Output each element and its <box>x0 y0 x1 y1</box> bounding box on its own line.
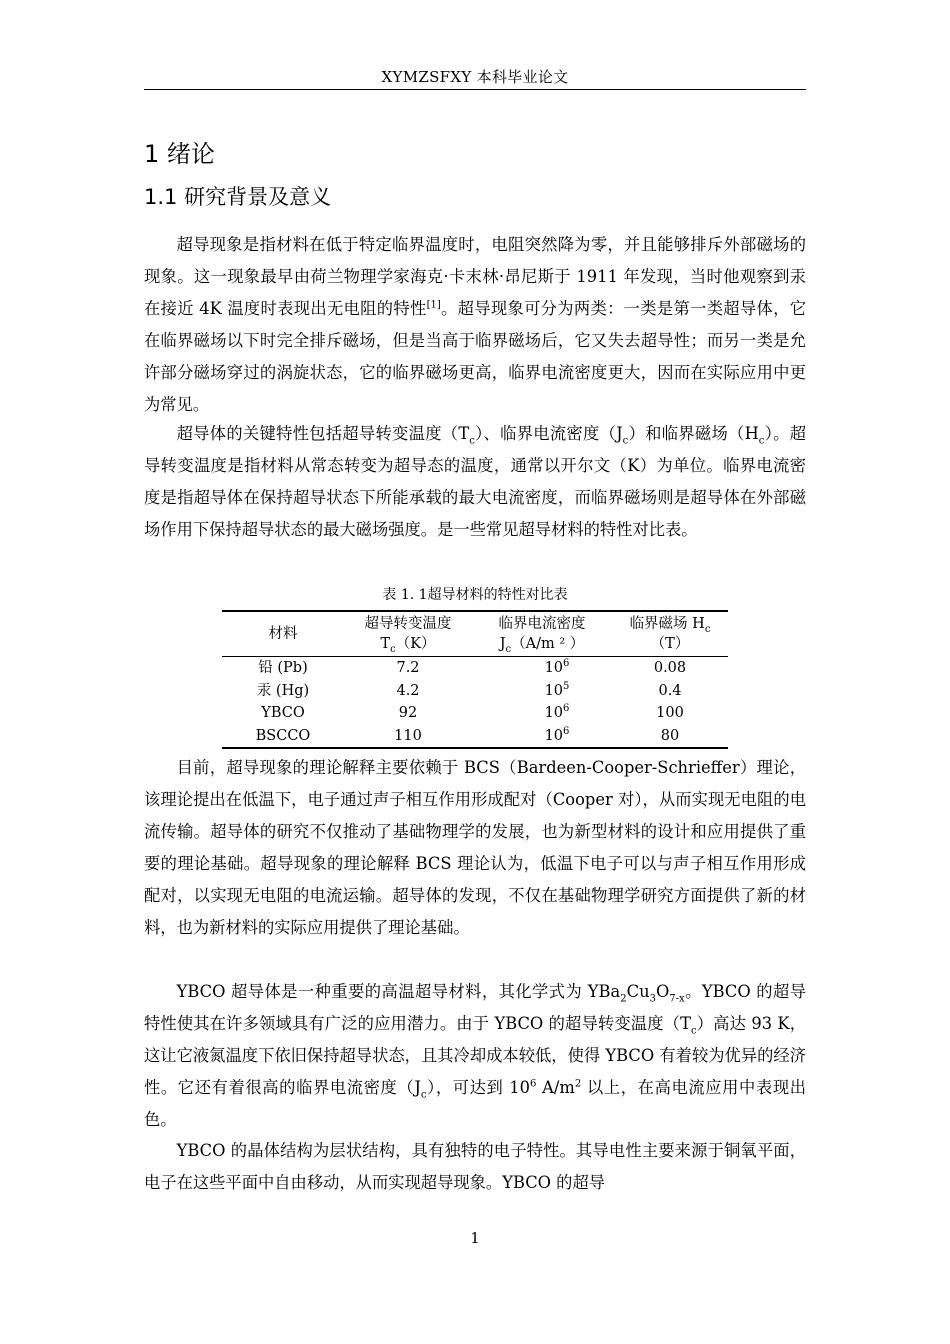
cell-jc-exp: 6 <box>563 658 570 670</box>
paragraph-4-text-f: ），可达到 10 <box>426 1078 530 1097</box>
cell-hc: 100 <box>656 705 684 722</box>
subscript-tc: c <box>469 435 475 447</box>
paragraph-4-text-d: 。YBCO 的超导特性使其在许多领域具有广泛的应用潜力。由于 YBCO 的超导转变温度（T <box>144 982 807 1033</box>
cell-material: BSCCO <box>255 727 311 744</box>
header-hc-label: 临界磁场 H <box>629 616 705 632</box>
cell-tc: 92 <box>398 705 418 722</box>
paragraph-4-text-a: YBCO 超导体是一种重要的高温超导材料，其化学式为 YBa <box>176 982 621 1001</box>
header-jc-symbol: J <box>499 636 506 652</box>
cell-material: 铅 (Pb) <box>258 660 308 677</box>
superscript-exp-6: 6 <box>529 1078 537 1090</box>
header-tc-symbol: T <box>380 636 391 652</box>
paragraph-4-text-g: A/m <box>536 1078 575 1097</box>
paragraph-4-text-c: O <box>655 982 670 1001</box>
header-jc-unit: （A/m ² ） <box>511 636 585 652</box>
cell-jc <box>472 657 612 680</box>
header-hc-line2: （T） <box>650 636 690 652</box>
paragraph-2 <box>144 418 806 546</box>
cell-jc-base: 10 <box>544 660 564 677</box>
table-caption: 表 1. 1超导材料的特性对比表 <box>382 587 568 603</box>
table-row <box>222 725 728 749</box>
cell-jc-base: 10 <box>544 682 564 699</box>
paragraph-5: YBCO 的晶体结构为层状结构，具有独特的电子特性。其导电性主要来源于铜氧平面，电子在这些平面中自由移动，从而实现超导现象。YBCO 的超导 <box>144 1141 806 1192</box>
cell-hc: 0.4 <box>658 682 682 699</box>
header-jc-line2 <box>474 634 610 654</box>
paragraph-1-text-a: 超导现象是指材料在低于特定临界温度时，电阻突然降为零，并且能够排斥外部磁场的现象。这一现象最早由荷兰物理学家海克·卡末林·昂尼斯于 1911 年发现，当时他观察到汞在接近 4K 温度时表现出无电阻的特性 <box>144 235 806 318</box>
section-title: 1.1 研究背景及意义 <box>144 185 332 209</box>
cell-jc <box>472 725 612 749</box>
page-number: 1 <box>470 1229 480 1247</box>
cell-tc: 110 <box>394 727 422 744</box>
cell-hc: 0.08 <box>653 660 687 677</box>
header-jc-sub: c <box>505 643 512 655</box>
superscript-exp-2: 2 <box>574 1078 582 1090</box>
header-rule <box>144 89 806 90</box>
cell-jc-exp: 5 <box>563 680 570 692</box>
table-header-row <box>222 611 728 657</box>
header-jc <box>472 611 612 657</box>
cell-jc <box>472 680 612 703</box>
paragraph-2-text-b: ）、临界电流密度（J <box>474 424 623 443</box>
table-row <box>222 657 728 680</box>
header-tc <box>344 611 472 657</box>
chapter-title: 1 绪论 <box>144 140 215 168</box>
cell-material: 汞 (Hg) <box>256 682 310 699</box>
cell-jc-exp: 6 <box>563 703 570 715</box>
paragraph-4-text-b: Cu <box>626 982 650 1001</box>
citation-ref-1: [1] <box>426 299 441 311</box>
header-tc-unit: （K） <box>395 636 436 652</box>
cell-jc-base: 10 <box>544 727 564 744</box>
paragraph-2-text-c: ）和临界磁场（H <box>628 424 759 443</box>
paragraph-2-text-a: 超导体的关键特性包括超导转变温度（T <box>176 424 470 443</box>
table-row <box>222 702 728 725</box>
properties-table <box>222 610 728 749</box>
cell-jc-exp: 6 <box>563 725 570 737</box>
formula-sub-ba: 2 <box>620 993 627 1005</box>
subscript-hc: c <box>758 435 765 447</box>
subscript-jc-2: c <box>420 1089 427 1101</box>
paragraph-2-text-d: ）。超导转变温度是指材料从常态转变为超导态的温度，通常以开尔文（K）为单位。临界电流密度是指超导体在保持超导状态下所能承载的最大电流密度，而临界磁场则是超导体在外部磁场作用下保持超导状态的最大磁场强度。是一些常见超导材料的特性对比表。 <box>144 424 806 539</box>
paragraph-4-text-e: ）高达 93 K，这让它液氮温度下依旧保持超导状态，且其冷却成本较低，使得 YBCO 有着较为优异的经济性。它还有着很高的临界电流密度（J <box>144 1014 806 1097</box>
paragraph-4-text-h: 以上，在高电流应用中表现出色。 <box>144 1078 807 1129</box>
subscript-jc: c <box>622 435 629 447</box>
cell-tc: 7.2 <box>396 660 420 677</box>
formula-sub-o: 7-x <box>669 993 685 1005</box>
table-row <box>222 680 728 703</box>
header-tc-line2 <box>346 634 470 654</box>
cell-material: YBCO <box>261 705 305 722</box>
running-header: XYMZSFXY 本科毕业论文 <box>381 68 569 86</box>
formula-sub-cu: 3 <box>649 993 656 1005</box>
paragraph-4 <box>144 976 806 1136</box>
header-hc-sub: c <box>704 623 711 635</box>
paragraph-1-text-b: 。超导现象可分为两类：一类是第一类超导体，它在临界磁场以下时完全排斥磁场，但是当高于临界磁场后，它又失去超导性；而另一类是允许部分磁场穿过的涡旋状态，它的临界磁场更高，临界电流密度更大，因而在实际应用中更为常见。 <box>144 299 806 414</box>
header-tc-line1: 超导转变温度 <box>364 616 452 632</box>
header-material: 材料 <box>268 626 298 642</box>
paragraph-1 <box>144 229 806 421</box>
cell-hc: 80 <box>660 727 680 744</box>
cell-jc <box>472 702 612 725</box>
subscript-tc-2: c <box>690 1025 697 1037</box>
cell-jc-base: 10 <box>544 705 564 722</box>
cell-tc: 4.2 <box>396 682 420 699</box>
header-hc-line1 <box>614 614 726 634</box>
header-hc <box>612 611 728 657</box>
paragraph-3: 目前，超导现象的理论解释主要依赖于 BCS（Bardeen-Cooper-Schrieffer）理论，该理论提出在低温下，电子通过声子相互作用形成配对（Cooper 对），从而实现无电阻的电流传输。超导体的研究不仅推动了基础物理学的发展，也为新型材料的设计和应用提供了重要的理论基础。超导现象的理论解释 BCS 理论认为，低温下电子可以与声子相互作用形成配对，以实现无电阻的电流运输。超导体的发现，不仅在基础物理学研究方面提供了新的材料，也为新材料的实际应用提供了理论基础。 <box>144 758 806 937</box>
header-jc-line1: 临界电流密度 <box>498 616 586 632</box>
header-tc-sub: c <box>390 643 396 655</box>
